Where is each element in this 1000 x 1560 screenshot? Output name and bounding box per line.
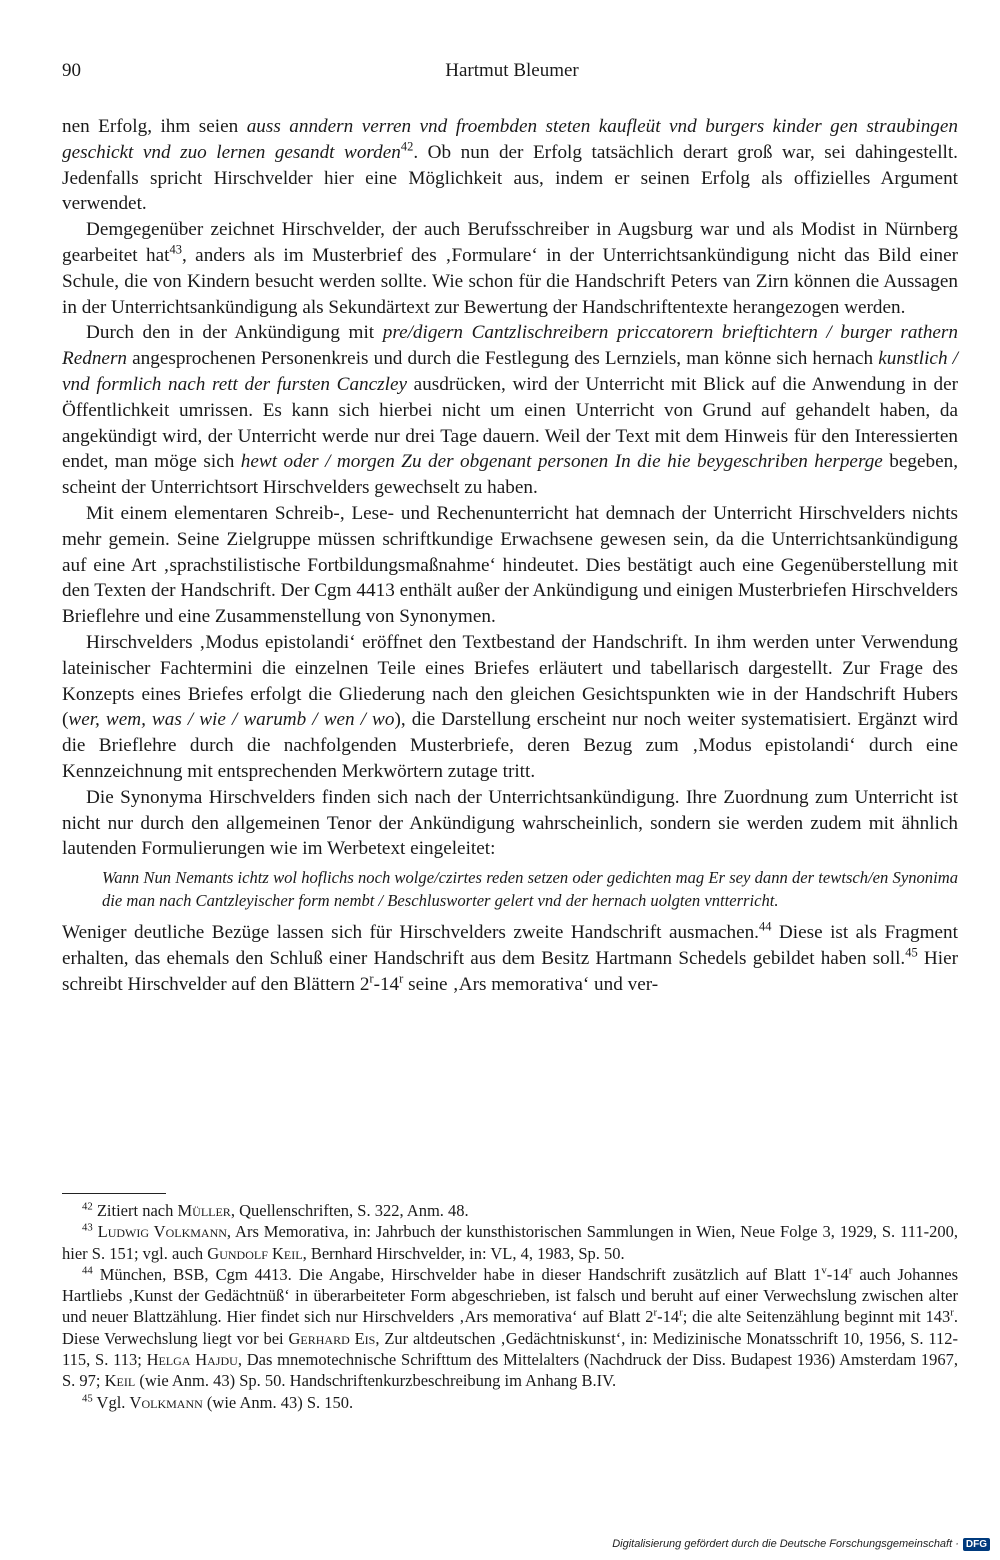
text-span: Mit einem elementaren Schreib-, Lese- und Rechenunterricht hat demnach der Unterricht Hirschvelders nichts mehr gemein. Seine Zielgruppe müssen schriftkundige Erwachsene gewesen sein, da die Unterrichtsankündigung auf eine Art ‚sprachstilistische Fortbildungsmaßnahme‘ hindeutet. Dies bestätigt auch eine Gegenüberstellung mit den Texten der Handschrift. Der Cgm 4413 enthält außer der Ankündigung und einigen Musterbriefen Hirschvelders Brieflehre und eine Zusammenstellung von Synonymen. (62, 502, 958, 628)
superscript: r (950, 1306, 954, 1319)
text-span: seine ‚Ars memorativa‘ und ver- (403, 973, 659, 995)
text-span: Diese ist als Fragment erhalten, das ehemals den Schluß einer Handschrift aus dem Besitz Hartmann Schedels gebildet haben soll. (62, 922, 958, 969)
text-span: Vgl. (96, 1392, 130, 1412)
footnote (62, 1221, 958, 1264)
superscript: r (369, 971, 374, 986)
footnote (62, 1392, 958, 1413)
page-header (62, 60, 962, 90)
text-span: , Das mnemotechnische Schrifttum des Mittelalters (Nachdruck der Diss. Budapest 1936) Amsterdam 1967, S. 97; (62, 1350, 958, 1391)
text-span: Durch den in der Ankündigung mit (86, 322, 383, 344)
page-number: 90 (62, 60, 81, 81)
small-caps-name: Keil (104, 1371, 136, 1391)
footnote-rule (62, 1193, 166, 1194)
italic-span: auss anndern verren vnd froembden steten kaufleüt vnd burgers kinder gen straubingen geschickt vnd zuo lernen gesandt worden (62, 116, 959, 163)
text-span: Hier schreibt Hirschvelder auf den Blättern 2 (62, 947, 958, 995)
text-span: (wie Anm. 43) Sp. 50. Handschriftenkurzbeschreibung im Anhang B.IV. (135, 1371, 617, 1391)
small-caps-name: Volkmann (129, 1392, 203, 1412)
footnotes (62, 1200, 958, 1413)
text-span: , Ars Memorativa, in: Jahrbuch der kunsthistorischen Sammlungen in Wien, Neue Folge 3, 1929, S. 111-200, hier S. 151; vgl. auch (62, 1222, 958, 1263)
italic-span: kunstlich / vnd formlich nach rett der fursten Canczley (62, 348, 958, 395)
superscript: r (653, 1306, 658, 1319)
footnote-number: 43 (82, 1221, 93, 1234)
dfg-logo: DFG (963, 1538, 990, 1551)
superscript: r (848, 1264, 853, 1277)
text-span: . Diese Verwechslung liegt vor bei (62, 1307, 958, 1348)
text-span: ), die Darstellung erscheint nur noch weiter systematisiert. Ergänzt wird die Brieflehre durch die nachfolgenden Musterbriefe, deren Bezug zum ‚Modus epistolandi‘ durch eine Kennzeichnung mit entsprechenden Merkwörtern zutage tritt. (62, 709, 959, 782)
text-span: Hirschvelders ‚Modus epistolandi‘ eröffnet den Textbestand der Handschrift. In ihm werden unter Verwendung lateinischer Fachtermini die einzelnen Teile eines Briefes erläutert und tabellarisch dargestellt. Zur Frage des Konzepts eines Briefes erfolgt die Gliederung nach den gleichen Gesichtspunkten wie in der Handschrift Hubers ( (62, 631, 958, 731)
footnote-number: 42 (82, 1200, 93, 1213)
superscript: 44 (758, 919, 772, 934)
footnote-number: 44 (82, 1264, 93, 1277)
text-span: -14 (373, 973, 400, 995)
footnote (62, 1200, 958, 1221)
main-text (62, 114, 958, 998)
italic-span: hewt oder / morgen Zu der obgenant personen In die hie beygeschriben herperge (240, 451, 883, 473)
body-paragraph (62, 785, 958, 862)
small-caps-name: Helga Hajdu (146, 1350, 238, 1370)
text-span: München, BSB, Cgm 4413. Die Angabe, Hirschvelder habe in dieser Handschrift zusätzlich auf Blatt 1 (99, 1264, 822, 1284)
footnote-number: 45 (82, 1392, 93, 1405)
footer-credit: Digitalisierung gefördert durch die Deutsche Forschungsgemeinschaft · (612, 1538, 959, 1550)
superscript: v (821, 1264, 827, 1277)
text-span: , Quellenschriften, S. 322, Anm. 48. (230, 1201, 469, 1220)
closing-paragraph (62, 920, 958, 997)
body-paragraph (62, 217, 958, 320)
body-paragraph (62, 320, 958, 501)
text-span: , Bernhard Hirschvelder, in: VL, 4, 1983, Sp. 50. (302, 1243, 625, 1263)
text-span: -14 (826, 1264, 849, 1284)
text-span: auch Johannes Hartliebs ‚Kunst der Gedächtnüß‘ in überarbeiteter Form abgeschrieben, ist falsch und beruht auf einer Verwechslung zwischen alter und neuer Blattzählung. Hier findet sich nur Hirschvelders ‚Ars memorativa‘ auf Blatt 2 (62, 1264, 958, 1327)
text-span: nen Erfolg, ihm seien (62, 116, 247, 137)
text-span: Weniger deutliche Bezüge lassen sich für Hirschvelders zweite Handschrift ausmachen. (62, 922, 759, 944)
text-span: ausdrücken, wird der Unterricht mit Blick auf die Anwendung in der Öffentlichkeit umrissen. Es kann sich hierbei nicht um einen Unterricht von Grund auf gehandelt haben, da angekündigt wird, der Unterricht werde nur drei Tage dauern. Weil der Text mit dem Hinweis für den Interessierten endet, man möge sich (62, 373, 958, 473)
body-paragraphs (62, 114, 958, 862)
superscript: r (399, 971, 404, 986)
text-span: ; die alte Seitenzählung beginnt mit 143 (682, 1307, 951, 1327)
block-quote: Wann Nun Nemants ichtz wol hoflichs noch wolge/czirtes reden setzen oder gedichten mag Er sey dann der tewtsch/en Synonima die man nach Cantzleyischer form nembt / Beschlusworter gelert vnd der hernach uolgten vntterricht. (102, 868, 958, 911)
superscript: r (679, 1306, 683, 1319)
text-span: , Zur altdeutschen ‚Gedächtniskunst‘, in: Medizinische Monatsschrift 10, 1956, S. 112-115, S. 113; (62, 1328, 958, 1370)
superscript: 42 (400, 139, 414, 154)
text-span: Zitiert nach (96, 1201, 178, 1220)
small-caps-name: Gundolf Keil (207, 1243, 303, 1263)
running-title: Hartmut Bleumer (445, 60, 579, 81)
superscript: 45 (905, 945, 918, 960)
body-paragraph (62, 501, 958, 630)
text-span: -14 (657, 1307, 680, 1327)
body-paragraph (62, 630, 958, 785)
text-span: , anders als im Musterbrief des ‚Formulare‘ in der Unterrichtsankündigung nicht das Bild einer Schule, die von Kindern besucht werden sollte. Wie schon für die Handschrift Peters van Zirn können die Aussagen in der Unterrichtsankündigung als Sekundärtext zur Bewertung der Handschriftentexte herangezogen werden. (62, 244, 958, 318)
text-span: (wie Anm. 43) S. 150. (202, 1392, 354, 1412)
text-span: Demgegenüber zeichnet Hirschvelder, der auch Berufsschreiber in Augsburg war und als Modist in Nürnberg gearbeitet hat (62, 219, 958, 266)
italic-span: wer, wem, was / wie / warumb / wen / wo (68, 709, 395, 731)
text-span: . Ob nun der Erfolg tatsächlich derart groß war, sei dahingestellt. Jedenfalls spricht Hirschvelder hier eine Möglichkeit aus, indem er seinen Erfolg als offizielles Argument verwendet. (62, 141, 958, 215)
text-span: begeben, scheint der Unterrichtsort Hirschvelders gewechselt zu haben. (62, 451, 958, 499)
small-caps-name: Gerhard Eis (288, 1328, 376, 1348)
small-caps-name: Ludwig Volkmann (97, 1222, 227, 1242)
superscript: 43 (169, 242, 182, 257)
italic-span: pre/digern Cantzlischreibern priccatorern brieftichtern / burger rathern Rednern (62, 322, 958, 370)
digitization-footer (612, 1534, 990, 1554)
text-span: Die Synonyma Hirschvelders finden sich nach der Unterrichtsankündigung. Ihre Zuordnung zum Unterricht ist nicht nur durch den allgemeinen Tenor der Ankündigung wahrscheinlich, sondern sie werden zudem mit ähnlich lautenden Formulierungen wie im Werbetext eingeleitet: (62, 786, 958, 860)
body-paragraph (62, 114, 958, 217)
text-span: angesprochenen Personenkreis und durch die Festlegung des Lernziels, man könne sich hernach (127, 348, 879, 370)
small-caps-name: Müller (177, 1201, 231, 1220)
footnote (62, 1264, 958, 1392)
